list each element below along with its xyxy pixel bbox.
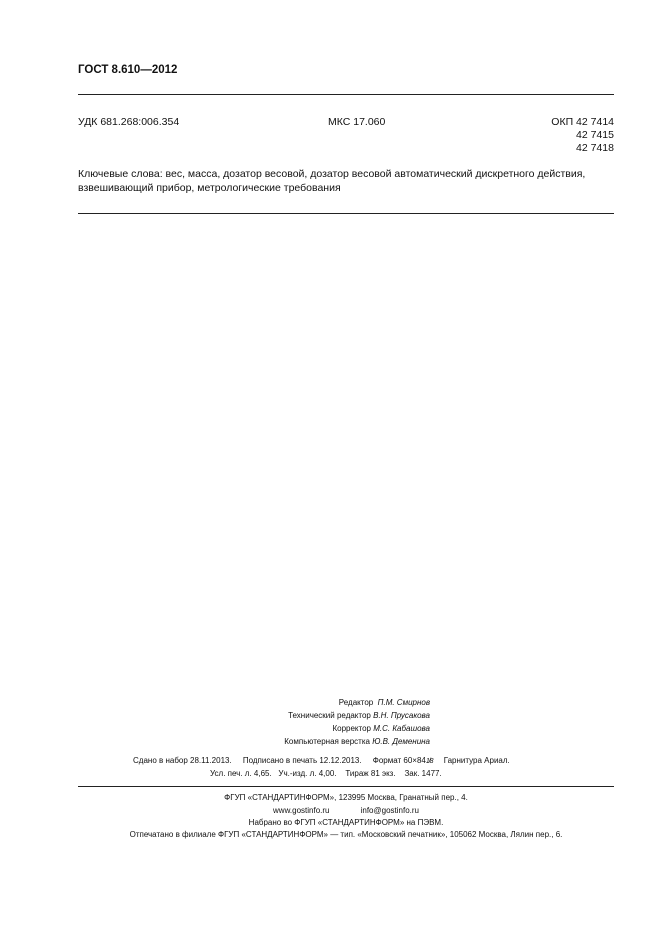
- printed-sheets: Усл. печ. л. 4,65.: [210, 769, 272, 778]
- divider-keywords: [78, 213, 614, 214]
- staff-role: Компьютерная верстка: [284, 737, 370, 746]
- staff-name: В.Н. Прусакова: [373, 711, 430, 720]
- print-line-2: [210, 769, 442, 778]
- divider-top: [78, 94, 614, 95]
- staff-name: Ю.В. Деменина: [372, 737, 430, 746]
- udk-code: УДК 681.268:006.354: [78, 116, 180, 128]
- typeface: Гарнитура Ариал.: [443, 756, 510, 765]
- okp-code: 42 7418: [576, 142, 614, 154]
- keywords: Ключевые слова: вес, масса, дозатор весовой, дозатор весовой автоматический дискретного действия, взвешивающий прибор, метрологические требования: [78, 168, 586, 194]
- publisher-sheets: Уч.-изд. л. 4,00.: [278, 769, 337, 778]
- printed-at-note: Отпечатано в филиале ФГУП «СТАНДАРТИНФОРМ» — тип. «Московский печатник», 105062 Москва, Лялин пер., 6.: [129, 830, 563, 839]
- okp-codes: [551, 116, 614, 155]
- typeset-note: Набрано во ФГУП «СТАНДАРТИНФОРМ» на ПЭВМ.: [248, 818, 444, 827]
- paper-format: Формат 60×84: [372, 756, 426, 765]
- publisher-contacts: [78, 806, 614, 815]
- email-link[interactable]: info@gostinfo.ru: [360, 806, 419, 815]
- okp-code: 42 7415: [576, 129, 614, 141]
- staff-role: Технический редактор: [288, 711, 371, 720]
- print-run: Тираж 81 экз.: [345, 769, 396, 778]
- website-link[interactable]: www.gostinfo.ru: [273, 806, 330, 815]
- staff-name: М.С. Кабашова: [373, 724, 430, 733]
- divider-imprint: [78, 786, 614, 787]
- staff-tech-editor: [200, 709, 430, 722]
- mks-code: МКС 17.060: [328, 116, 386, 128]
- order-number: Зак. 1477.: [404, 769, 442, 778]
- staff-name: П.М. Смирнов: [377, 698, 430, 707]
- print-line-1: [133, 756, 510, 765]
- okp-code: ОКП 42 7414: [551, 116, 614, 128]
- staff-editor: [200, 696, 430, 709]
- staff-role: Корректор: [332, 724, 371, 733]
- staff-layout: [200, 735, 430, 748]
- staff-role: Редактор: [338, 698, 374, 707]
- staff-proofreader: [200, 722, 430, 735]
- publisher-address: ФГУП «СТАНДАРТИНФОРМ», 123995 Москва, Гранатный пер., 4.: [224, 793, 468, 802]
- document-code: ГОСТ 8.610—2012: [78, 64, 178, 76]
- signed-date: Подписано в печать 12.12.2013.: [242, 756, 362, 765]
- sent-date: Сдано в набор 28.11.2013.: [133, 756, 232, 765]
- staff-list: [200, 696, 430, 748]
- format-fraction: 1/8: [425, 758, 433, 765]
